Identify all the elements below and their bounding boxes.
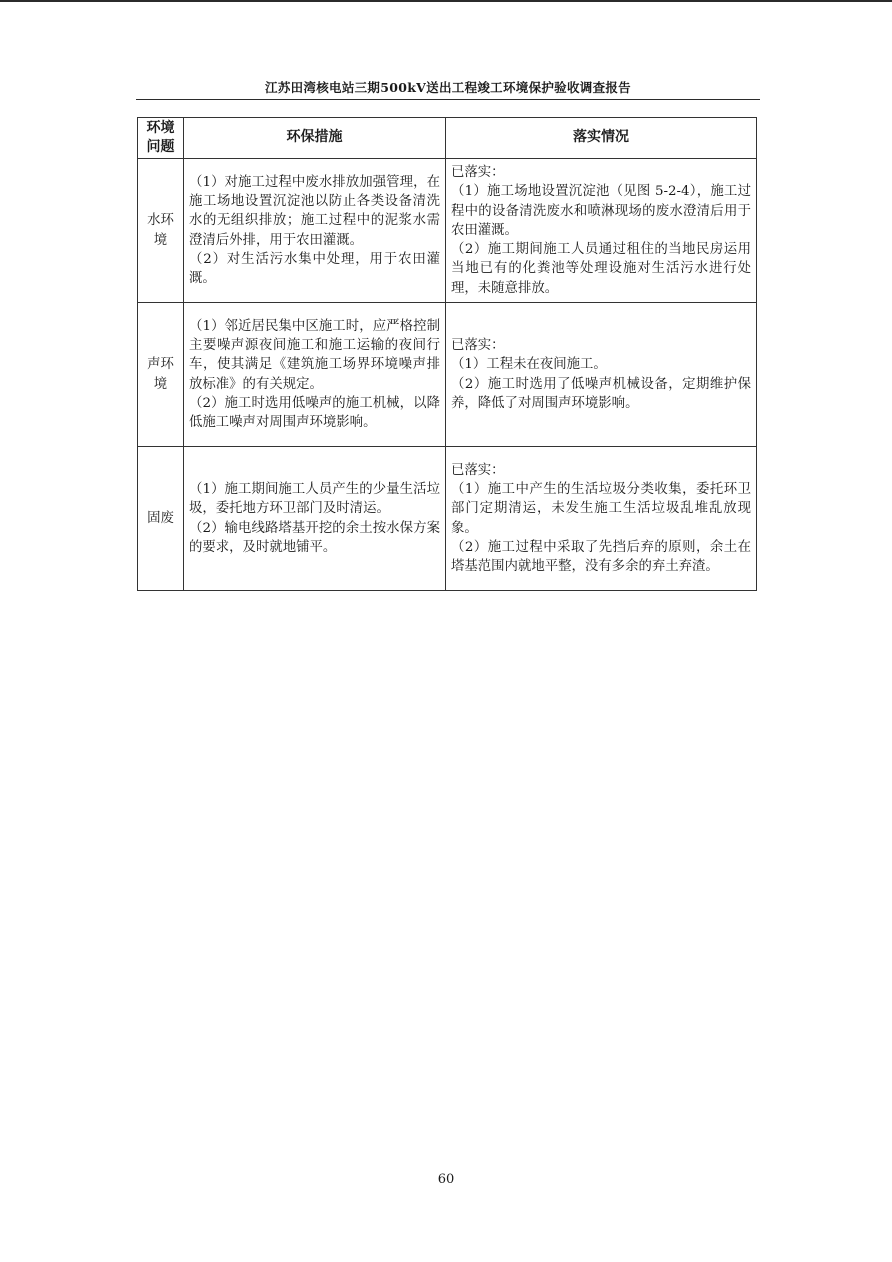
- table-row-noise: [138, 303, 757, 447]
- status-item: （2）施工期间施工人员通过租住的当地民房运用当地已有的化粪池等处理设施对生活污水进行处理，未随意排放。: [451, 242, 751, 296]
- status-item: （1）施工场地设置沉淀池（见图 5-2-4），施工过程中的设备清洗废水和喷淋现场的废水澄清后用于农田灌溉。: [451, 184, 751, 238]
- status-cell: [446, 303, 757, 447]
- status-item: 已落实：: [451, 165, 505, 181]
- environmental-measures-table: [137, 117, 757, 591]
- issue-cell: 固废: [138, 447, 184, 591]
- measure-item: （2）对生活污水集中处理，用于农田灌溉。: [189, 251, 440, 286]
- issue-cell: 水环境: [138, 159, 184, 303]
- status-item: （1）施工中产生的生活垃圾分类收集，委托环卫部门定期清运，未发生施工生活垃圾乱堆乱放现象。: [451, 482, 751, 536]
- status-cell: [446, 159, 757, 303]
- measures-cell: [184, 303, 446, 447]
- issue-cell: 声环境: [138, 303, 184, 447]
- status-item: 已落实：: [451, 462, 505, 478]
- measure-item: （1）对施工过程中废水排放加强管理，在施工场地设置沉淀池以防止各类设备清洗水的无组织排放；施工过程中的泥浆水需澄清后外排，用于农田灌溉。: [189, 174, 440, 248]
- measures-cell: [184, 159, 446, 303]
- column-header-measures: 环保措施: [184, 118, 446, 159]
- measure-item: （1）施工期间施工人员产生的少量生活垃圾，委托地方环卫部门及时清运。: [189, 482, 440, 517]
- table-row-solid-waste: [138, 447, 757, 591]
- table-row-water: [138, 159, 757, 303]
- status-item: （2）施工时选用了低噪声机械设备，定期维护保养，降低了对周围声环境影响。: [451, 376, 751, 411]
- report-header-title: 江苏田湾核电站三期500kV送出工程竣工环境保护验收调查报告: [265, 80, 631, 95]
- column-header-issue: 环境问题: [138, 118, 184, 159]
- measure-item: （1）邻近居民集中区施工时，应严格控制主要噪声源夜间施工和施工运输的夜间行车，使其满足《建筑施工场界环境噪声排放标准》的有关规定。: [189, 318, 440, 392]
- measure-item: （2）输电线路塔基开挖的余土按水保方案的要求，及时就地铺平。: [189, 520, 440, 555]
- page-top-border: [0, 0, 892, 2]
- status-cell: [446, 447, 757, 591]
- status-item: 已落实：: [451, 338, 505, 354]
- status-item: （1）工程未在夜间施工。: [451, 357, 607, 373]
- column-header-status: 落实情况: [446, 118, 757, 159]
- header-divider: [136, 99, 760, 100]
- measure-item: （2）施工时选用低噪声的施工机械，以降低施工噪声对周围声环境影响。: [189, 395, 440, 430]
- measures-cell: [184, 447, 446, 591]
- table-header-row: [138, 118, 757, 159]
- status-item: （2）施工过程中采取了先挡后弃的原则，余土在塔基范围内就地平整，没有多余的弃土弃渣。: [451, 539, 751, 574]
- page-number: 60: [437, 1172, 455, 1187]
